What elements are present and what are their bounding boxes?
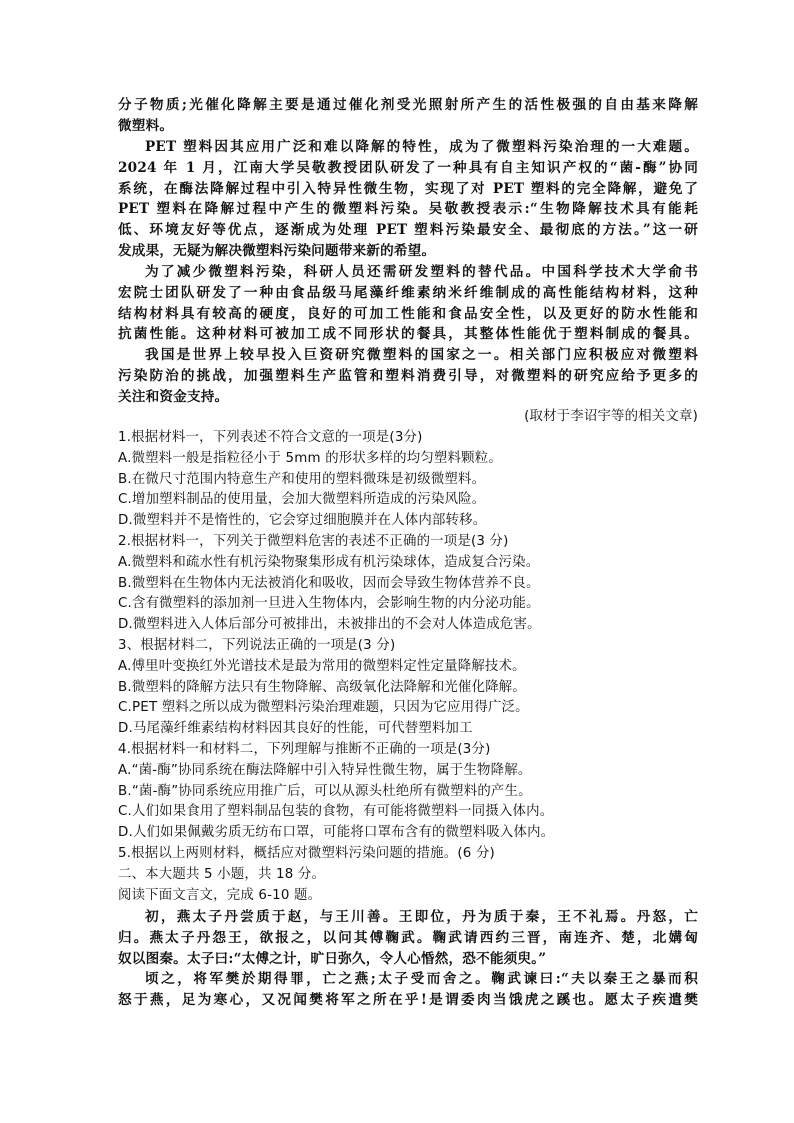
option-b: B.在微尺寸范围内特意生产和使用的塑料微珠是初级微塑料。 — [118, 471, 486, 487]
source-citation: (取材于李诏宇等的相关文章) — [524, 409, 698, 424]
text-line: 宏院士团队研发了一种由食品级马尾藻纤维素纳米纤维制成的高性能结构材料，这种 — [118, 284, 698, 301]
question-2 — [118, 532, 698, 636]
text-line: PET 塑料在降解过程中产生的微塑料污染。吴敬教授表示:“生物降解技术具有能耗 — [118, 201, 698, 218]
question-3 — [118, 636, 698, 740]
classical-paragraph-2 — [118, 969, 698, 1011]
text-line: 污染防治的挑战，加强塑料生产监管和塑料消费引导，对微塑料的研究应给予更多的 — [118, 367, 698, 384]
passage-paragraph-tail — [118, 95, 698, 137]
text-line: 低、环境友好等优点，逐渐成为处理 PET 塑料污染最安全、最彻底的方法。”这一研 — [118, 222, 698, 239]
text-line: PET 塑料因其应用广泛和难以降解的特性，成为了微塑料污染治理的一大难题。 — [145, 139, 698, 155]
question-stem: 1.根据材料一，下列表述不符合文意的一项是(3分) — [118, 430, 423, 445]
option-d: D.微塑料进入人体后部分可被排出，未被排出的不会对人体造成危害。 — [118, 617, 541, 633]
option-b: B.“菌-酶”协同系统应用推广后，可以从源头杜绝所有微塑料的产生。 — [118, 783, 532, 799]
option-d: D.人们如果佩戴劣质无纺布口罩，可能将口罩布含有的微塑料吸入体内。 — [118, 825, 555, 841]
option-d: D.微塑料并不是惰性的，它会穿过细胞膜并在人体内部转移。 — [118, 513, 487, 529]
question-stem: 3、根据材料二，下列说法正确的一项是(3 分) — [118, 638, 396, 653]
text-line: 系统，在酶法降解过程中引入特异性微生物，实现了对 PET 塑料的完全降解，避免了 — [118, 180, 698, 197]
text-line: 关注和资金支持。 — [118, 388, 229, 405]
classical-paragraph-1 — [118, 907, 698, 969]
text-line: 我国是世界上较早投入巨资研究微塑料的国家之一。相关部门应积极应对微塑料 — [145, 347, 698, 363]
question-4 — [118, 740, 698, 844]
text-line: 奴以图秦。太子曰:“太傅之计，旷日弥久，令人心惛然，恐不能须臾。” — [118, 950, 547, 967]
passage-paragraph-substitute — [118, 262, 698, 345]
option-c: C.PET 塑料之所以成为微塑料污染治理难题，只因为它应用得广泛。 — [118, 700, 529, 716]
option-b: B.微塑料在生物体内无法被消化和吸收，因而会导致生物体营养不良。 — [118, 575, 540, 591]
option-a: A.微塑料一般是指粒径小于 5mm 的形状多样的均匀塑料颗粒。 — [118, 450, 502, 466]
option-a: A.傅里叶变换红外光谱技术是最为常用的微塑料定性定量降解技术。 — [118, 658, 526, 674]
text-line: 2024 年 1 月，江南大学吴敬教授团队研发了一种具有自主知识产权的“菌-酶”协同 — [118, 159, 698, 176]
text-line: 为了减少微塑料污染，科研人员还需研发塑料的替代品。中国科学技术大学俞书 — [145, 264, 698, 280]
passage-paragraph-policy — [118, 345, 698, 407]
option-a: A.“菌-酶”协同系统在酶法降解中引入特异性微生物，属于生物降解。 — [118, 762, 532, 778]
option-a: A.微塑料和疏水性有机污染物聚集形成有机污染球体，造成复合污染。 — [118, 554, 540, 570]
text-line: 结构材料具有较高的硬度，良好的可加工性能和食品安全性，以及更好的防水性能和 — [118, 305, 698, 322]
question-stem: 4.根据材料一和材料二，下列理解与推断不正确的一项是(3分) — [118, 742, 491, 757]
option-c: C.含有微塑料的添加剂一旦进入生物体内，会影响生物的内分泌功能。 — [118, 596, 540, 612]
section-2-header — [118, 865, 698, 907]
passage-source — [118, 407, 698, 428]
passage-paragraph-pet — [118, 137, 698, 262]
question-1 — [118, 428, 698, 532]
text-line: 归。燕太子丹怨王，欲报之，以问其傅鞠武。鞠武请西约三晋，南连齐、楚，北媾匈 — [118, 929, 698, 946]
question-5 — [118, 844, 698, 865]
text-line: 初，燕太子丹尝质于赵，与王川善。王即位，丹为质于秦，王不礼焉。丹怒，亡 — [145, 909, 698, 925]
question-stem: 5.根据以上两则材料，概括应对微塑料污染问题的措施。(6 分) — [118, 846, 495, 861]
section-heading: 二、本大题共 5 小题，共 18 分。 — [118, 867, 326, 882]
text-line: 怒于燕，足为寒心，又况闻樊将军之所在乎!是谓委肉当饿虎之蹊也。愿太子疾遣樊 — [118, 991, 698, 1008]
option-c: C.增加塑料制品的使用量，会加大微塑料所造成的污染风险。 — [118, 492, 486, 508]
option-b: B.微塑料的降解方法只有生物降解、高级氧化法降解和光催化降解。 — [118, 679, 526, 695]
question-stem: 2.根据材料一，下列关于微塑料危害的表述不正确的一项是(3 分) — [118, 534, 509, 549]
text-line: 分子物质;光催化降解主要是通过催化剂受光照射所产生的活性极强的自由基来降解 — [118, 97, 698, 113]
text-line: 抗菌性能。这种材料可被加工成不同形状的餐具，其整体性能优于塑料制成的餐具。 — [118, 326, 698, 343]
option-d: D.马尾藻纤维素结构材料因其良好的性能，可代替塑料加工 — [118, 721, 473, 737]
section-instruction: 阅读下面文言文，完成 6-10 题。 — [118, 887, 322, 903]
text-line: 微塑料。 — [118, 117, 174, 134]
option-c: C.人们如果食用了塑料制品包装的食物，有可能将微塑料一同摄入体内。 — [118, 804, 554, 820]
text-line: 发成果，无疑为解决微塑料污染问题带来新的希望。 — [118, 242, 436, 259]
text-line: 顷之，将军樊於期得罪，亡之燕;太子受而舍之。鞠武谏曰:“夫以秦王之暴而积 — [145, 971, 698, 987]
